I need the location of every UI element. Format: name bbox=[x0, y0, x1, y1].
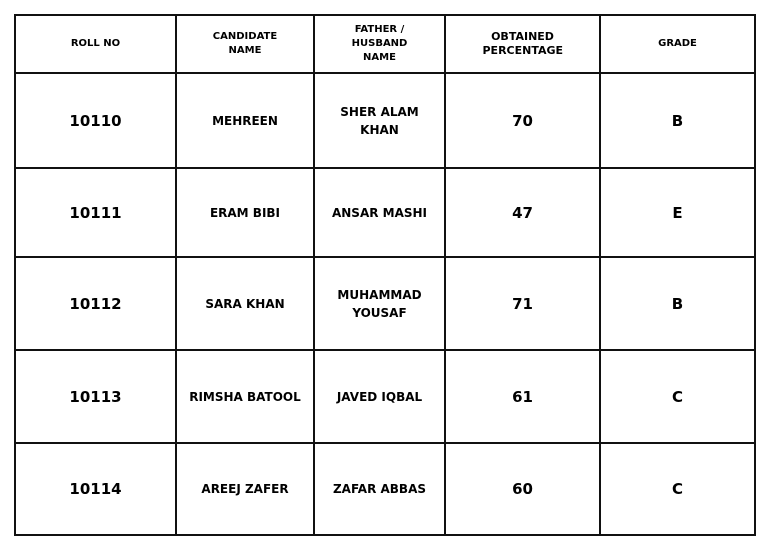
results-table bbox=[14, 14, 756, 536]
candidate-name-cell: SARA KHAN bbox=[176, 257, 314, 350]
percentage-cell: 71 bbox=[445, 257, 600, 350]
grade-cell: E bbox=[600, 168, 755, 257]
father-name-cell bbox=[314, 168, 445, 257]
candidate-name-cell: RIMSHA BATOOL bbox=[176, 350, 314, 443]
candidate-name-cell: MEHREEN bbox=[176, 73, 314, 168]
grade-cell: C bbox=[600, 443, 755, 535]
table-row bbox=[15, 350, 755, 443]
header-candidate-name bbox=[176, 15, 314, 73]
header-obtained-percentage bbox=[445, 15, 600, 73]
grade-cell: B bbox=[600, 257, 755, 350]
header-father-husband-name bbox=[314, 15, 445, 73]
father-name-text: JAVED IQBAL bbox=[336, 389, 423, 404]
percentage-cell: 60 bbox=[445, 443, 600, 535]
father-name-cell bbox=[314, 73, 445, 168]
header-grade: GRADE bbox=[600, 15, 755, 73]
roll-no-cell: 10114 bbox=[15, 443, 176, 535]
grade-cell: C bbox=[600, 350, 755, 443]
father-name-cell bbox=[314, 443, 445, 535]
roll-no-cell: 10111 bbox=[15, 168, 176, 257]
grade-cell: B bbox=[600, 73, 755, 168]
table-row bbox=[15, 168, 755, 257]
header-candidate-name-label: CANDIDATE NAME bbox=[212, 31, 278, 56]
table-row bbox=[15, 73, 755, 168]
father-name-text: MUHAMMAD YOUSAF bbox=[337, 287, 422, 320]
roll-no-cell: 10112 bbox=[15, 257, 176, 350]
roll-no-cell: 10110 bbox=[15, 73, 176, 168]
percentage-cell: 61 bbox=[445, 350, 600, 443]
table-row bbox=[15, 443, 755, 535]
percentage-cell: 47 bbox=[445, 168, 600, 257]
table-row bbox=[15, 257, 755, 350]
father-name-text: SHER ALAM KHAN bbox=[340, 104, 419, 137]
percentage-cell: 70 bbox=[445, 73, 600, 168]
roll-no-cell: 10113 bbox=[15, 350, 176, 443]
father-name-text: ZAFAR ABBAS bbox=[332, 482, 427, 496]
father-name-cell bbox=[314, 350, 445, 443]
father-name-text: ANSAR MASHI bbox=[331, 205, 428, 220]
header-obtained-percentage-label: OBTAINED PERCENTAGE bbox=[482, 30, 564, 57]
candidate-name-cell: ERAM BIBI bbox=[176, 168, 314, 257]
header-father-husband-name-label: FATHER / HUSBAND NAME bbox=[351, 24, 408, 63]
header-roll-no: ROLL NO bbox=[15, 15, 176, 73]
father-name-cell bbox=[314, 257, 445, 350]
header-row bbox=[15, 15, 755, 73]
candidate-name-cell: AREEJ ZAFER bbox=[176, 443, 314, 535]
